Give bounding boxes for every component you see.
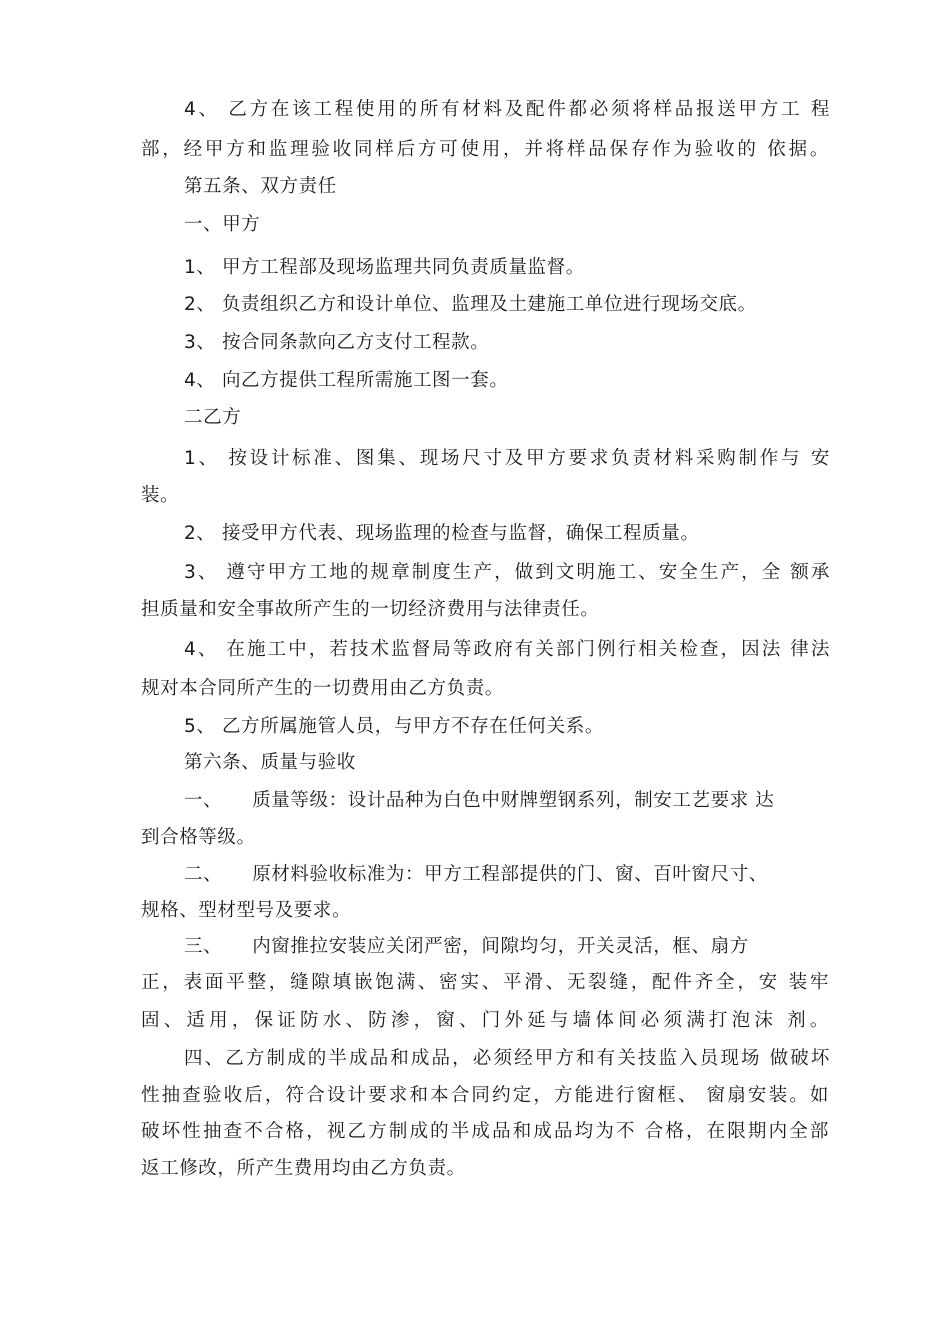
list-marker: 二、 bbox=[184, 864, 223, 885]
subsection-heading: 二乙方 bbox=[184, 407, 242, 428]
paragraph-line: 性抽查验收后，符合设计要求和本合同约定，方能进行窗框、 窗扇安装。如 bbox=[141, 1085, 829, 1106]
paragraph-line: 装。 bbox=[141, 485, 180, 506]
section-heading: 第五条、双方责任 bbox=[184, 176, 337, 197]
list-item: 5、 乙方所属施管人员，与甲方不存在任何关系。 bbox=[184, 716, 604, 737]
paragraph-line: 到合格等级。 bbox=[141, 827, 256, 848]
list-item bbox=[184, 863, 830, 887]
paragraph-line: 返工修改，所产生费用均由乙方负责。 bbox=[141, 1158, 466, 1179]
paragraph-line: 规格、型材型号及要求。 bbox=[141, 900, 352, 921]
paragraph-line: 固、适用，保证防水、防渗，窗、门外延与墙体间必须满打泡沫 剂。 bbox=[141, 1010, 829, 1031]
paragraph-line: 破坏性抽查不合格，视乙方制成的半成品和成品均为不 合格，在限期内全部 bbox=[141, 1121, 829, 1142]
list-item bbox=[184, 935, 830, 959]
paragraph-line: 四、乙方制成的半成品和成品，必须经甲方和有关技监入员现场 做破坏 bbox=[184, 1048, 830, 1069]
list-marker: 一、 bbox=[184, 790, 223, 811]
list-item: 3、 按合同条款向乙方支付工程款。 bbox=[184, 332, 490, 353]
paragraph-line: 部，经甲方和监理验收同样后方可使用，并将样品保存作为验收的 依据。 bbox=[141, 139, 829, 160]
list-item: 3、 遵守甲方工地的规章制度生产，做到文明施工、安全生产，全 额承 bbox=[184, 562, 830, 583]
list-text: 内窗推拉安装应关闭严密，间隙均匀，开关灵活，框、扇方 bbox=[252, 936, 749, 957]
paragraph-line: 正，表面平整，缝隙填嵌饱满、密实、平滑、无裂缝，配件齐全，安 装牢 bbox=[141, 972, 829, 993]
list-item: 4、 在施工中，若技术监督局等政府有关部门例行相关检查，因法 律法 bbox=[184, 639, 830, 660]
list-item: 4、 向乙方提供工程所需施工图一套。 bbox=[184, 370, 509, 391]
paragraph-line: 4、 乙方在该工程使用的所有材料及配件都必须将样品报送甲方工 程 bbox=[184, 99, 830, 120]
list-item: 1、 按设计标准、图集、现场尺寸及甲方要求负责材料采购制作与 安 bbox=[184, 448, 830, 469]
list-text: 质量等级：设计品种为白色中财牌塑钢系列，制安工艺要求 达 bbox=[252, 790, 775, 811]
paragraph-line: 规对本合同所产生的一切费用由乙方负责。 bbox=[141, 678, 504, 699]
list-item bbox=[184, 789, 830, 813]
list-item: 2、 接受甲方代表、现场监理的检查与监督，确保工程质量。 bbox=[184, 523, 700, 544]
list-item: 2、 负责组织乙方和设计单位、监理及土建施工单位进行现场交底。 bbox=[184, 294, 757, 315]
list-text: 原材料验收标准为：甲方工程部提供的门、窗、百叶窗尺寸、 bbox=[252, 864, 768, 885]
subsection-heading: 一、甲方 bbox=[184, 214, 261, 235]
list-item: 1、 甲方工程部及现场监理共同负责质量监督。 bbox=[184, 257, 585, 278]
section-heading: 第六条、质量与验收 bbox=[184, 752, 356, 773]
list-marker: 三、 bbox=[184, 936, 223, 957]
paragraph-line: 担质量和安全事故所产生的一切经济费用与法律责任。 bbox=[141, 599, 600, 620]
